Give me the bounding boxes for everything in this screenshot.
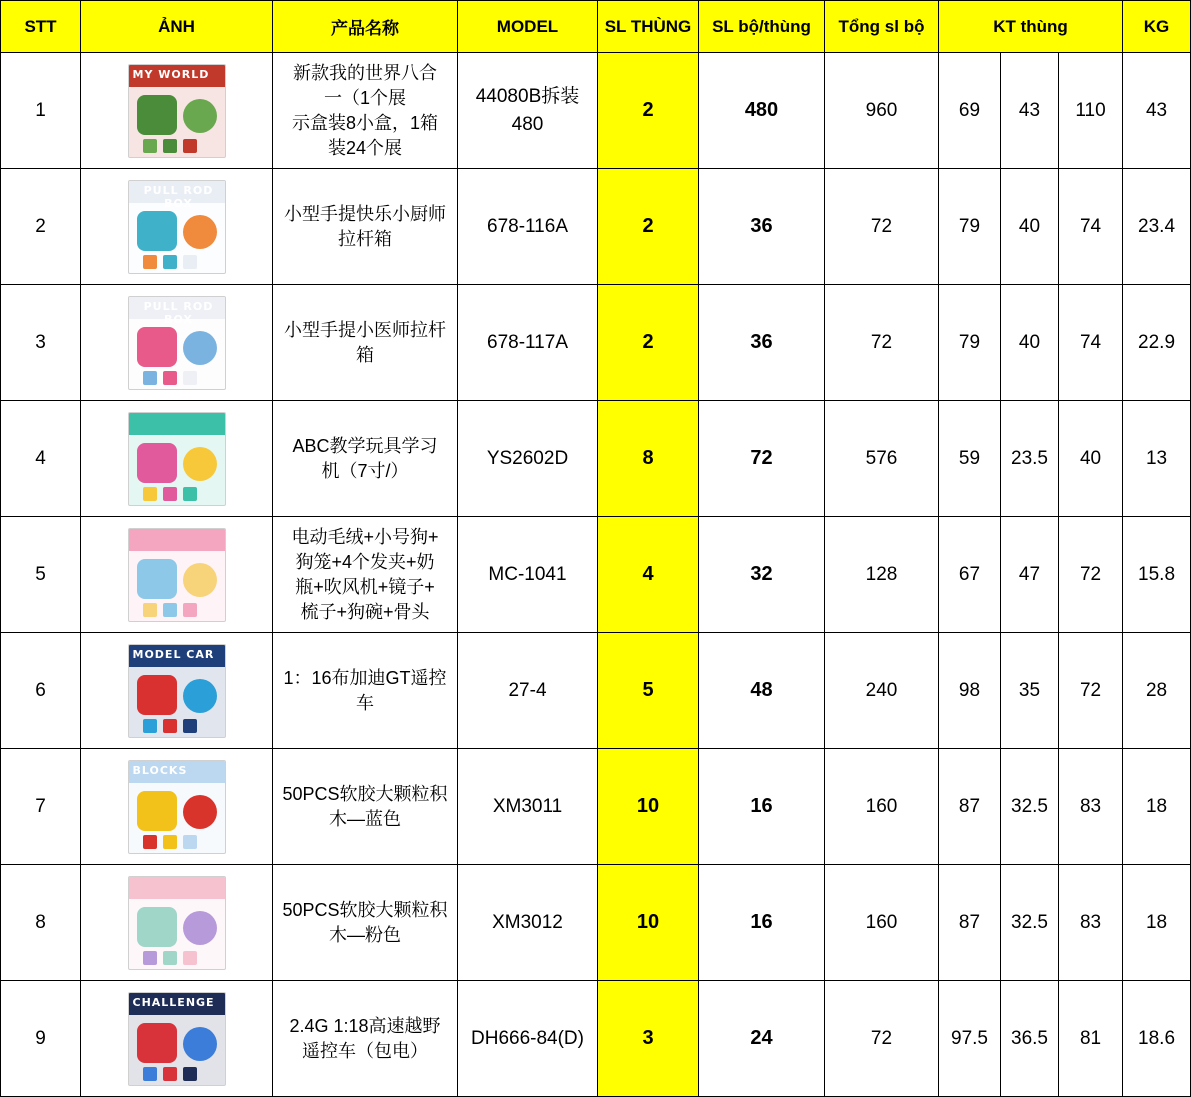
product-thumbnail bbox=[128, 64, 226, 158]
header-image: ẢNH bbox=[81, 1, 273, 53]
product-name-line: 遥控车（包电） bbox=[302, 1040, 428, 1061]
product-thumbnail bbox=[128, 296, 226, 390]
header-carton-size: KT thùng bbox=[939, 1, 1123, 53]
product-thumbnail bbox=[128, 528, 226, 622]
cell-carton-height: 81 bbox=[1059, 981, 1123, 1097]
thumbnail-logo: MY WORLD bbox=[132, 67, 210, 81]
cell-carton-length: 98 bbox=[939, 633, 1001, 749]
cell-carton-width: 35 bbox=[1001, 633, 1059, 749]
cell-model bbox=[458, 53, 598, 169]
cell-product-name bbox=[273, 53, 458, 169]
table-row bbox=[1, 749, 1191, 865]
cell-total-sets: 240 bbox=[825, 633, 939, 749]
product-thumbnail bbox=[128, 180, 226, 274]
product-name-line: 50PCS软胶大颗粒积 bbox=[282, 899, 448, 920]
table-row bbox=[1, 633, 1191, 749]
cell-total-sets: 160 bbox=[825, 865, 939, 981]
cell-stt: 7 bbox=[1, 749, 81, 865]
product-name-line: 机（7寸/） bbox=[321, 460, 409, 481]
cell-sets-per-carton: 48 bbox=[699, 633, 825, 749]
model-line: YS2602D bbox=[486, 447, 569, 469]
cell-total-sets: 72 bbox=[825, 169, 939, 285]
table-row bbox=[1, 285, 1191, 401]
product-thumbnail bbox=[128, 760, 226, 854]
cell-kg: 13 bbox=[1123, 401, 1191, 517]
thumbnail-logo: PULL ROD BOX bbox=[143, 183, 214, 210]
cell-total-sets: 576 bbox=[825, 401, 939, 517]
product-name-line: 50PCS软胶大颗粒积 bbox=[282, 783, 448, 804]
cell-total-sets: 128 bbox=[825, 517, 939, 633]
product-name-line: 箱 bbox=[356, 344, 374, 365]
cell-carton-length: 97.5 bbox=[939, 981, 1001, 1097]
cell-carton-qty: 4 bbox=[598, 517, 699, 633]
cell-kg: 18 bbox=[1123, 865, 1191, 981]
cell-model bbox=[458, 981, 598, 1097]
cell-carton-width: 32.5 bbox=[1001, 749, 1059, 865]
thumbnail-logo: BLOCKS bbox=[132, 763, 188, 777]
product-name-line: 小型手提小医师拉杆 bbox=[284, 319, 446, 340]
header-kg: KG bbox=[1123, 1, 1191, 53]
product-name-line: 小型手提快乐小厨师 bbox=[284, 203, 446, 224]
cell-carton-length: 59 bbox=[939, 401, 1001, 517]
cell-carton-width: 23.5 bbox=[1001, 401, 1059, 517]
cell-product-name bbox=[273, 633, 458, 749]
model-line: 44080B拆装 bbox=[475, 85, 580, 107]
cell-carton-length: 79 bbox=[939, 285, 1001, 401]
product-name-line: 木—蓝色 bbox=[329, 808, 401, 829]
model-line: DH666-84(D) bbox=[471, 1027, 584, 1049]
cell-image bbox=[81, 517, 273, 633]
header-total-sets: Tổng sl bộ bbox=[825, 1, 939, 53]
cell-carton-height: 83 bbox=[1059, 749, 1123, 865]
product-name-line: 木—粉色 bbox=[329, 924, 401, 945]
cell-stt: 4 bbox=[1, 401, 81, 517]
product-name-line: 梳子+狗碗+骨头 bbox=[300, 601, 430, 622]
cell-image bbox=[81, 865, 273, 981]
product-thumbnail bbox=[128, 992, 226, 1086]
cell-kg: 15.8 bbox=[1123, 517, 1191, 633]
product-name-line: 新款我的世界八合 bbox=[293, 62, 437, 83]
cell-total-sets: 960 bbox=[825, 53, 939, 169]
cell-image bbox=[81, 981, 273, 1097]
cell-model bbox=[458, 285, 598, 401]
cell-kg: 28 bbox=[1123, 633, 1191, 749]
cell-carton-qty: 2 bbox=[598, 169, 699, 285]
table-row bbox=[1, 169, 1191, 285]
header-carton-qty: SL THÙNG bbox=[598, 1, 699, 53]
cell-carton-width: 40 bbox=[1001, 285, 1059, 401]
thumbnail-logo: PULL ROD BOX bbox=[143, 299, 214, 326]
table-body bbox=[1, 53, 1191, 1097]
cell-image bbox=[81, 633, 273, 749]
cell-total-sets: 72 bbox=[825, 285, 939, 401]
cell-sets-per-carton: 32 bbox=[699, 517, 825, 633]
cell-carton-length: 67 bbox=[939, 517, 1001, 633]
product-name-line: 瓶+吹风机+镜子+ bbox=[295, 576, 435, 597]
cell-sets-per-carton: 36 bbox=[699, 169, 825, 285]
product-name-line: 1：16布加迪GT遥控 bbox=[283, 667, 447, 688]
cell-model bbox=[458, 749, 598, 865]
thumbnail-logo: MODEL CAR bbox=[132, 647, 215, 661]
cell-kg: 22.9 bbox=[1123, 285, 1191, 401]
thumbnail-logo: CHALLENGE bbox=[132, 995, 215, 1009]
cell-stt: 1 bbox=[1, 53, 81, 169]
cell-carton-height: 74 bbox=[1059, 285, 1123, 401]
cell-carton-qty: 10 bbox=[598, 865, 699, 981]
cell-stt: 3 bbox=[1, 285, 81, 401]
cell-carton-height: 72 bbox=[1059, 633, 1123, 749]
product-thumbnail bbox=[128, 876, 226, 970]
cell-product-name bbox=[273, 749, 458, 865]
cell-kg: 23.4 bbox=[1123, 169, 1191, 285]
product-name-line: 车 bbox=[356, 692, 374, 713]
cell-carton-height: 110 bbox=[1059, 53, 1123, 169]
cell-sets-per-carton: 72 bbox=[699, 401, 825, 517]
model-line: 678-117A bbox=[487, 331, 568, 353]
cell-stt: 9 bbox=[1, 981, 81, 1097]
cell-total-sets: 160 bbox=[825, 749, 939, 865]
product-name-line: 拉杆箱 bbox=[338, 228, 392, 249]
cell-image bbox=[81, 401, 273, 517]
cell-sets-per-carton: 24 bbox=[699, 981, 825, 1097]
cell-total-sets: 72 bbox=[825, 981, 939, 1097]
header-sets-per-carton: SL bộ/thùng bbox=[699, 1, 825, 53]
cell-image bbox=[81, 285, 273, 401]
cell-product-name bbox=[273, 285, 458, 401]
cell-carton-length: 87 bbox=[939, 865, 1001, 981]
model-line: XM3012 bbox=[492, 911, 563, 933]
product-thumbnail bbox=[128, 644, 226, 738]
cell-carton-length: 69 bbox=[939, 53, 1001, 169]
cell-stt: 5 bbox=[1, 517, 81, 633]
product-name-line: 狗笼+4个发夹+奶 bbox=[295, 551, 435, 572]
cell-sets-per-carton: 16 bbox=[699, 749, 825, 865]
header-model: MODEL bbox=[458, 1, 598, 53]
header-row bbox=[1, 1, 1191, 53]
cell-carton-width: 43 bbox=[1001, 53, 1059, 169]
cell-carton-height: 74 bbox=[1059, 169, 1123, 285]
cell-carton-width: 36.5 bbox=[1001, 981, 1059, 1097]
cell-kg: 18 bbox=[1123, 749, 1191, 865]
cell-kg: 43 bbox=[1123, 53, 1191, 169]
cell-stt: 8 bbox=[1, 865, 81, 981]
cell-carton-width: 40 bbox=[1001, 169, 1059, 285]
cell-image bbox=[81, 169, 273, 285]
cell-carton-width: 32.5 bbox=[1001, 865, 1059, 981]
cell-product-name bbox=[273, 981, 458, 1097]
table-row bbox=[1, 981, 1191, 1097]
cell-carton-length: 79 bbox=[939, 169, 1001, 285]
header-product-name: 产品名称 bbox=[273, 1, 458, 53]
model-line: 678-116A bbox=[487, 215, 568, 237]
model-line: 480 bbox=[511, 113, 544, 135]
cell-image bbox=[81, 53, 273, 169]
cell-carton-qty: 3 bbox=[598, 981, 699, 1097]
product-name-line: 一（1个展 bbox=[323, 87, 406, 108]
product-name-line: 示盒装8小盒，1箱 bbox=[291, 112, 439, 133]
product-name-line: 电动毛绒+小号狗+ bbox=[291, 526, 439, 547]
table-row bbox=[1, 517, 1191, 633]
product-name-line: 装24个展 bbox=[327, 137, 403, 158]
cell-product-name bbox=[273, 865, 458, 981]
product-thumbnail bbox=[128, 412, 226, 506]
model-line: MC-1041 bbox=[488, 563, 567, 585]
cell-stt: 2 bbox=[1, 169, 81, 285]
table-row bbox=[1, 53, 1191, 169]
cell-carton-qty: 10 bbox=[598, 749, 699, 865]
cell-product-name bbox=[273, 169, 458, 285]
cell-carton-qty: 2 bbox=[598, 285, 699, 401]
cell-sets-per-carton: 36 bbox=[699, 285, 825, 401]
product-name-line: 2.4G 1:18高速越野 bbox=[289, 1015, 441, 1036]
product-name-line: ABC教学玩具学习 bbox=[292, 435, 438, 456]
table-row bbox=[1, 865, 1191, 981]
cell-model bbox=[458, 401, 598, 517]
cell-carton-width: 47 bbox=[1001, 517, 1059, 633]
cell-carton-height: 72 bbox=[1059, 517, 1123, 633]
cell-carton-length: 87 bbox=[939, 749, 1001, 865]
cell-kg: 18.6 bbox=[1123, 981, 1191, 1097]
cell-carton-qty: 8 bbox=[598, 401, 699, 517]
cell-model bbox=[458, 865, 598, 981]
cell-model bbox=[458, 517, 598, 633]
cell-model bbox=[458, 169, 598, 285]
cell-stt: 6 bbox=[1, 633, 81, 749]
cell-image bbox=[81, 749, 273, 865]
cell-product-name bbox=[273, 517, 458, 633]
model-line: XM3011 bbox=[492, 795, 563, 817]
cell-sets-per-carton: 480 bbox=[699, 53, 825, 169]
cell-carton-height: 40 bbox=[1059, 401, 1123, 517]
cell-sets-per-carton: 16 bbox=[699, 865, 825, 981]
cell-model bbox=[458, 633, 598, 749]
cell-carton-qty: 5 bbox=[598, 633, 699, 749]
model-line: 27-4 bbox=[508, 679, 547, 701]
cell-carton-height: 83 bbox=[1059, 865, 1123, 981]
header-stt: STT bbox=[1, 1, 81, 53]
cell-product-name bbox=[273, 401, 458, 517]
cell-carton-qty: 2 bbox=[598, 53, 699, 169]
table-row bbox=[1, 401, 1191, 517]
